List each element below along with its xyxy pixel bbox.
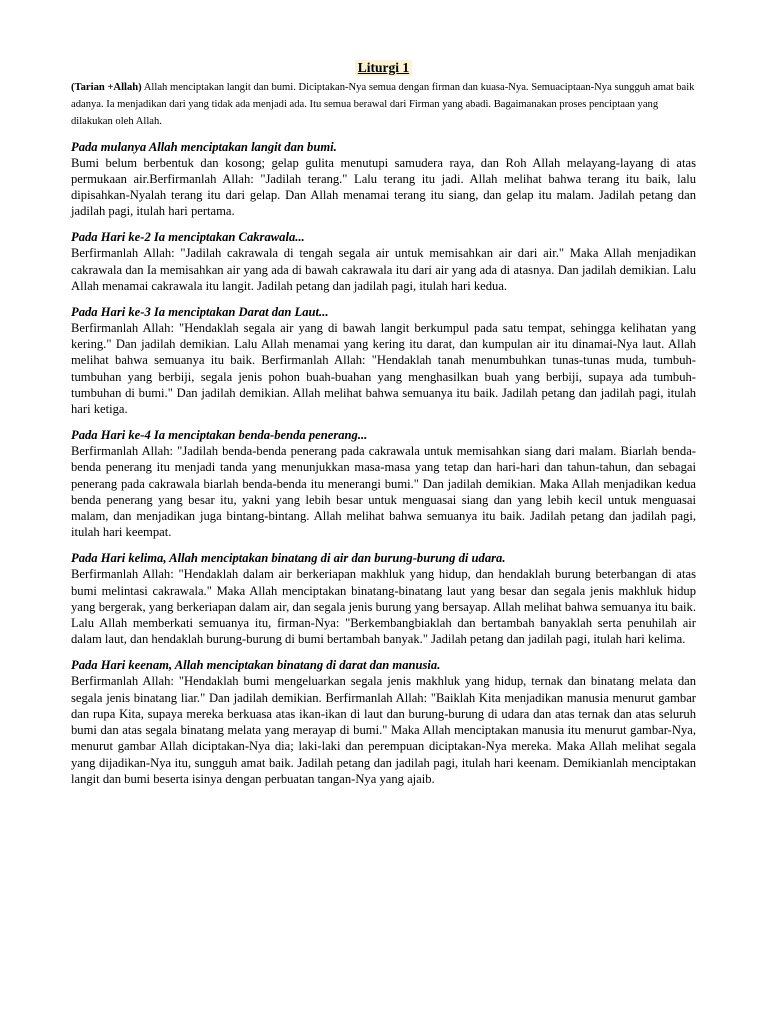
section-body: Bumi belum berbentuk dan kosong; gelap gulita menutupi samudera raya, dan Roh Allah melayang-layang di atas permukaan air.Berfirmanlah Allah: "Jadilah terang." Lalu terang itu jadi. Allah melihat bahwa terang itu baik, lalu dipisahkan-Nyalah terang itu dari gelap. Dan Allah menamai terang itu siang, dan gelap itu malam. Jadilah petang dan jadilah pagi, itulah hari pertama. [71, 155, 696, 219]
section-heading: Pada Hari ke-4 Ia menciptakan benda-benda penerang... [71, 428, 368, 443]
title-container [71, 60, 696, 76]
section-body: Berfirmanlah Allah: "Jadilah cakrawala di tengah segala air untuk memisahkan air dari air." Maka Allah menjadikan cakrawala dan Ia memisahkan air yang ada di bawah cakrawala itu dari air yang ada di atasnya. Dan jadilah demikian. Lalu Allah menamai cakrawala itu langit. Jadilah petang dan jadilah pagi, itulah hari kedua. [71, 246, 696, 293]
section-day-4 [71, 427, 696, 540]
intro-text: Allah menciptakan langit dan bumi. Diciptakan-Nya semua dengan firman dan kuasa-Nya. Semuaciptaan-Nya sungguh amat baik adanya. Ia menjadikan dari yang tidak ada menjadi ada. Itu semua berawal dari Firman yang abadi. Bagaimanakan proses penciptaan yang dilakukan oleh Allah. [71, 82, 695, 128]
section-body: Berfirmanlah Allah: "Jadilah benda-benda penerang pada cakrawala untuk memisahkan siang dari malam. Biarlah benda-benda penerang itu menjadi tanda yang menunjukkan masa-masa yang tetap dan hari-hari dan tahun-tahun, dan sebagai penerang pada cakrawala biarlah benda-benda itu menerangi bumi." Dan jadilah demikian. Maka Allah menjadikan kedua benda penerang yang besar itu, yakni yang lebih besar untuk menguasai siang dan yang lebih kecil untuk menguasai malam, dan menjadikan juga bintang-bintang. Allah melihat bahwa semuanya itu baik. Jadilah petang dan jadilah pagi, itulah hari keempat. [71, 444, 696, 540]
section-day-1 [71, 139, 696, 220]
section-heading: Pada Hari keenam, Allah menciptakan binatang di darat dan manusia. [71, 658, 441, 673]
section-body: Berfirmanlah Allah: "Hendaklah bumi mengeluarkan segala jenis makhluk yang hidup, ternak dan binatang melata dan segala jenis binatang liar." Dan jadilah demikian. Berfirmanlah Allah: "Baiklah Kita menjadikan manusia menurut gambar dan rupa Kita, supaya mereka berkuasa atas ikan-ikan di laut dan burung-burung di udara dan atas ternak dan atas seluruh bumi dan atas segala binatang melata yang merayap di bumi." Maka Allah menciptakan manusia itu menurut gambar-Nya, menurut gambar Allah diciptakan-Nya dia; laki-laki dan perempuan diciptakan-Nya mereka. Maka Allah melihat segala yang dijadikan-Nya itu, sungguh amat baik. Jadilah petang dan jadilah pagi, itulah hari keenam. Demikianlah menciptakan langit dan bumi beserta isinya dengan perbuatan tangan-Nya yang ajaib. [71, 674, 696, 786]
intro-label: (Tarian +Allah) [71, 82, 142, 93]
section-heading: Pada Hari ke-3 Ia menciptakan Darat dan Laut... [71, 305, 329, 320]
document-title: Liturgi 1 [355, 60, 412, 76]
section-day-2 [71, 229, 696, 294]
section-day-3 [71, 304, 696, 417]
section-heading: Pada mulanya Allah menciptakan langit dan bumi. [71, 139, 337, 154]
section-body: Berfirmanlah Allah: "Hendaklah segala air yang di bawah langit berkumpul pada satu tempat, sehingga kelihatan yang kering." Dan jadilah demikian. Lalu Allah menamai yang kering itu darat, dan kumpulan air itu dinamai-Nya laut. Allah melihat bahwa semuanya itu baik. Berfirmanlah Allah: "Hendaklah tanah menumbuhkan tunas-tunas muda, tumbuh-tumbuhan yang berbiji, segala jenis pohon buah-buahan yang menghasilkan buah yang berbiji, supaya ada tumbuh-tumbuhan di bumi." Dan jadilah demikian. Allah melihat bahwa semuanya itu baik. Jadilah petang dan jadilah pagi, itulah hari ketiga. [71, 321, 696, 417]
section-heading: Pada Hari kelima, Allah menciptakan binatang di air dan burung-burung di udara. [71, 551, 506, 566]
section-body: Berfirmanlah Allah: "Hendaklah dalam air berkeriapan makhluk yang hidup, dan hendaklah burung beterbangan di atas bumi melintasi cakrawala." Maka Allah menciptakan binatang-binatang laut yang besar dan segala jenis makhluk hidup yang bergerak, yang berkeriapan dalam air, dan segala jenis burung yang bersayap. Allah melihat bahwa semuanya itu baik. Lalu Allah memberkati semuanya itu, firman-Nya: "Berkembangbiaklah dan bertambah banyaklah serta penuhilah air dalam laut, dan hendaklah burung-burung di bumi bertambah banyak." Jadilah petang dan jadilah pagi, itulah hari kelima. [71, 567, 696, 647]
section-day-6 [71, 657, 696, 786]
section-day-5 [71, 550, 696, 647]
intro-paragraph [71, 79, 696, 131]
section-heading: Pada Hari ke-2 Ia menciptakan Cakrawala... [71, 230, 305, 245]
